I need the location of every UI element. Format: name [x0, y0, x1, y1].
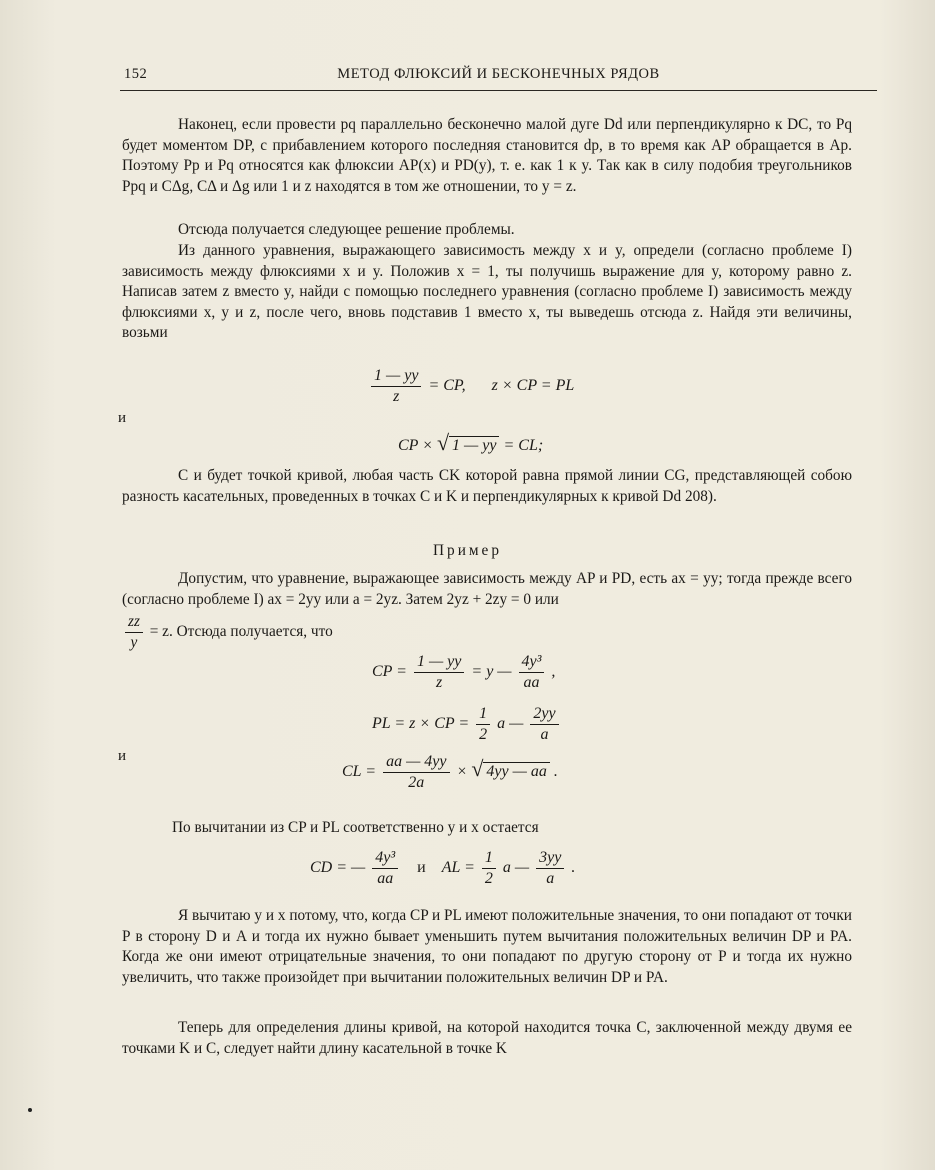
fraction: $\frac{1 — yy}{z}$: [414, 652, 464, 693]
fraction: $\frac{1}{2}$: [476, 704, 490, 745]
fraction: $\frac{3yy}{a}$: [536, 848, 564, 889]
conjunction-and: и: [118, 410, 127, 426]
fraction: $\frac{zz}{y}$: [125, 612, 143, 653]
equation-cp: CP = $\frac{1 — yy}{z}$ = y — $\frac{\text{4y³}}{aa}$ ,: [372, 653, 556, 691]
paragraph-7: Я вычитаю y и x потому, что, когда CP и PL имеют положительные значения, то они попадают от точки P в сторону D и A и тогда их нужно бывает уменьшить путем вычитания положительных величин DP и PA. Когда же они имеют отрицательные значения, то они попадают по другую сторону от P и тогда их нужно увеличить, что также произойдет при вычитании положительных величин DP и PA.: [122, 907, 852, 986]
fraction: $\frac{aa — 4yy}{2a}$: [383, 752, 449, 793]
fraction: $\frac{1}{2}$: [482, 848, 496, 889]
fraction: $\frac{\text{4y³}}{aa}$: [372, 848, 398, 889]
paragraph-4: C и будет точкой кривой, любая часть CK которой равна прямой линии CG, представляющей собою разность касательных, проведенных в точках C и K и перпендикулярных к кривой Dd 208).: [122, 467, 852, 505]
running-title: МЕТОД ФЛЮКСИЙ И БЕСКОНЕЧНЫХ РЯДОВ: [337, 66, 660, 82]
equation-zz-over-y: $\frac{zz}{y}$ = z. Отсюда получается, что: [122, 612, 333, 653]
page-number: 152: [124, 66, 148, 82]
page-speck: [28, 1108, 32, 1112]
paragraph-8: Теперь для определения длины кривой, на которой находится точка C, заключенной между двумя ее точками K и C, следует найти длину касательной в точке K: [122, 1019, 852, 1057]
equation-cd-al: CD = — $\frac{\text{4y³}}{aa}$ и AL = $\frac{1}{2}$ a — $\frac{3yy}{a}$ .: [310, 849, 576, 887]
paragraph-3: Из данного уравнения, выражающего зависимость между x и y, определи (согласно проблеме I) зависимость между флюксиями x и y. Положив x = 1, ты получишь выражение для y, которому равно z. Написав затем z вместо y, найди с помощью последнего уравнения (согласно проблеме I) зависимость между флюксиями x, y и z, после чего, вновь подставив 1 вместо x, ты выведешь отсюда z. Найдя эти величины, возьми: [122, 242, 852, 342]
equation-cl: CP × √ 1 — yy = CL;: [398, 430, 544, 455]
paragraph-2: Отсюда получается следующее решение проблемы.: [178, 221, 515, 238]
equation-cl-example: CL = $\frac{aa — 4yy}{2a}$ × √ 4yy — aa .: [342, 753, 558, 791]
page-header: [120, 64, 877, 91]
equation-pl: PL = z × CP = $\frac{1}{2}$ a — $\frac{2yy}{a}$: [372, 704, 562, 745]
fraction: $\frac{\text{4y³}}{aa}$: [519, 652, 545, 693]
conjunction-and: и: [118, 748, 127, 764]
example-heading: Пример: [433, 542, 502, 559]
paragraph-6: По вычитании из CP и PL соответственно y и x остается: [172, 819, 539, 836]
fraction: $\frac{2yy}{a}$: [530, 704, 558, 745]
paragraph-5: Допустим, что уравнение, выражающее зависимость между AP и PD, есть ax = yy; тогда прежде всего (согласно проблеме I) ax = 2yy или a = 2yz. Затем 2yz + 2zy = 0 или: [122, 570, 852, 608]
fraction: $\frac{1 — yy}{z}$: [371, 366, 421, 407]
equation-cp-pl: $\frac{1 — yy}{z}$ = CP, z × CP = PL: [368, 366, 574, 407]
paragraph-1: Наконец, если провести pq параллельно бесконечно малой дуге Dd или перпендикулярно к DC, то Pq будет моментом DP, с прибавлением которого последняя становится dp, в то время как AP обращается в Ap. Поэтому Pp и Pq относятся как флюксии AP(x) и PD(y), т. е. как 1 к y. Так как в силу подобия треугольников Ppq и CΔg, CΔ и Δg или 1 и z находятся в том же отношении, то y = z.: [122, 116, 852, 195]
